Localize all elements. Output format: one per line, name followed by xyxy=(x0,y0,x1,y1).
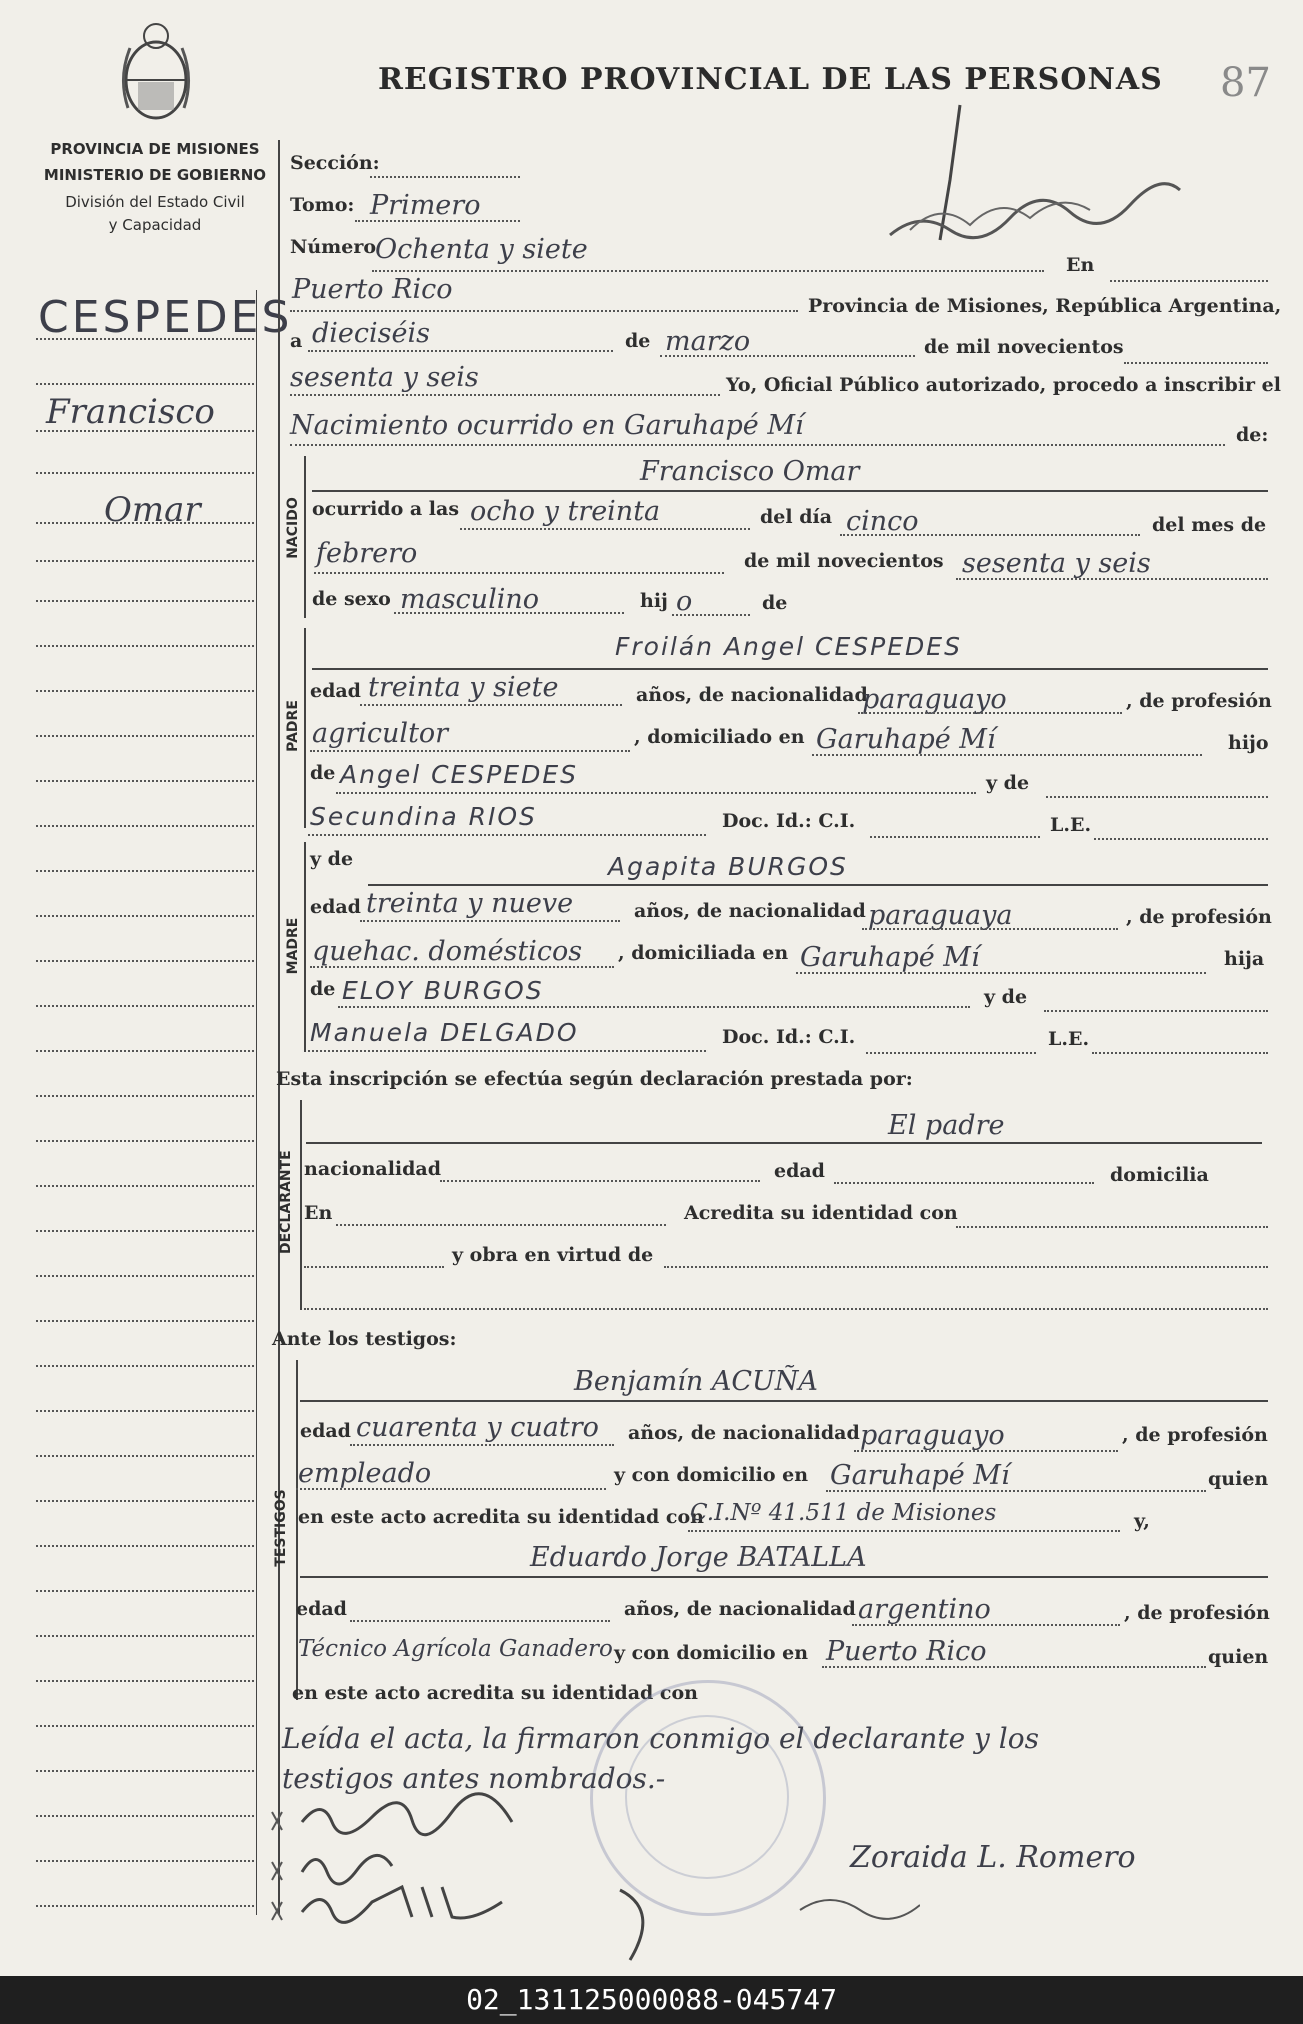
margin-surname: CESPEDES xyxy=(38,292,293,343)
section-padre: PADRE xyxy=(285,700,301,752)
value-tomo: Primero xyxy=(370,190,481,221)
value-declarante: El padre xyxy=(888,1110,1005,1141)
value-anio-nac: sesenta y seis xyxy=(962,548,1151,579)
label-tomo: Tomo: xyxy=(290,194,355,216)
value-t2-nombre: Eduardo Jorge BATALLA xyxy=(530,1542,867,1573)
value-padre-edad: treinta y siete xyxy=(368,672,559,703)
org-line-1: PROVINCIA DE MISIONES xyxy=(50,140,260,158)
value-t2-nac: argentino xyxy=(858,1594,991,1625)
label-en-dec: En xyxy=(304,1202,333,1224)
value-mes-nac: febrero xyxy=(316,538,418,569)
value-madre-nac: paraguaya xyxy=(868,900,1013,931)
label-nacionalidad-t2: años, de nacionalidad xyxy=(624,1598,856,1620)
value-cierre-2: testigos antes nombrados.- xyxy=(282,1762,666,1795)
label-mil-novecientos-2: de mil novecientos xyxy=(744,550,944,572)
label-inscripcion: Esta inscripción se efectúa según declaración prestada por: xyxy=(276,1068,913,1090)
label-doc-padre: Doc. Id.: C.I. xyxy=(722,810,856,832)
label-en-este-acto-t2: en este acto acredita su identidad con xyxy=(292,1682,698,1704)
value-padre-nombre: Froilán Angel CESPEDES xyxy=(615,632,962,661)
signature-top xyxy=(880,100,1190,250)
label-nacionalidad-t1: años, de nacionalidad xyxy=(628,1422,860,1444)
value-padre-padre: Angel CESPEDES xyxy=(340,760,578,789)
label-edad-t1: edad xyxy=(300,1420,351,1442)
label-de-2: de xyxy=(762,592,788,614)
value-cierre-1: Leída el acta, la firmaron conmigo el declarante y los xyxy=(282,1722,1039,1755)
label-mil-novecientos-1: de mil novecientos xyxy=(924,336,1124,358)
value-padre-prof: agricultor xyxy=(312,718,449,749)
label-acredita: Acredita su identidad con xyxy=(684,1202,958,1224)
value-t1-prof: empleado xyxy=(298,1458,432,1489)
section-madre: MADRE xyxy=(285,917,301,975)
value-t1-nac: paraguayo xyxy=(860,1420,1005,1451)
label-profesion-padre: , de profesión xyxy=(1126,690,1272,712)
label-del-dia: del día xyxy=(760,506,833,528)
label-edad-t2: edad xyxy=(296,1598,347,1620)
label-edad-madre: edad xyxy=(310,896,361,918)
label-en: En xyxy=(1066,254,1095,276)
value-sexo: masculino xyxy=(400,584,539,615)
section-testigos: TESTIGOS xyxy=(273,1489,289,1567)
label-quien-t2: quien xyxy=(1208,1646,1269,1668)
label-de-padre: de xyxy=(310,762,336,784)
label-en-este-acto-t1: en este acto acredita su identidad con xyxy=(298,1506,704,1528)
label-y-de-padre: y de xyxy=(986,772,1030,794)
value-t2-prof: Técnico Agrícola Ganadero xyxy=(298,1636,613,1662)
value-t2-dom: Puerto Rico xyxy=(826,1636,987,1667)
label-de-madre: de xyxy=(310,978,336,1000)
label-provincia: Provincia de Misiones, República Argentina, xyxy=(808,295,1282,317)
label-a: a xyxy=(290,330,303,352)
label-hija: hija xyxy=(1224,948,1265,970)
label-domiciliado: , domiciliado en xyxy=(634,726,805,748)
value-padre-nac: paraguayo xyxy=(862,684,1007,715)
label-de-1: de xyxy=(625,330,651,352)
value-madre-nombre: Agapita BURGOS xyxy=(608,852,848,881)
label-le-madre: L.E. xyxy=(1048,1028,1090,1050)
label-le-padre: L.E. xyxy=(1050,814,1092,836)
value-hij-suffix: o xyxy=(676,586,693,617)
value-dia: dieciséis xyxy=(312,318,430,349)
signatures-left xyxy=(262,1792,562,1932)
value-acto: Nacimiento ocurrido en Garuhapé Mí xyxy=(290,410,804,441)
label-obra: y obra en virtud de xyxy=(452,1244,654,1266)
margin-name-2: Omar xyxy=(104,490,201,530)
footer-id: 02_131125000088-045747 xyxy=(0,1976,1303,2024)
value-dia-nac: cinco xyxy=(846,506,919,537)
label-nacionalidad-dec: nacionalidad xyxy=(304,1158,442,1180)
value-madre-prof: quehac. domésticos xyxy=(312,936,583,967)
value-t1-edad: cuarenta y cuatro xyxy=(356,1412,599,1443)
value-madre-madre: Manuela DELGADO xyxy=(310,1018,579,1047)
label-edad-padre: edad xyxy=(310,680,361,702)
page-number: 87 xyxy=(1220,60,1271,106)
label-del-mes: del mes de xyxy=(1152,514,1267,536)
label-edad-dec: edad xyxy=(774,1160,825,1182)
value-madre-dom: Garuhapé Mí xyxy=(800,942,980,973)
label-yo-oficial: Yo, Oficial Público autorizado, procedo a inscribir el xyxy=(726,374,1281,396)
section-declarante: DECLARANTE xyxy=(278,1150,294,1254)
value-t1-dom: Garuhapé Mí xyxy=(830,1460,1010,1491)
label-con-dom-t2: y con domicilio en xyxy=(614,1642,809,1664)
value-mes: marzo xyxy=(665,326,751,357)
value-padre-dom: Garuhapé Mí xyxy=(816,724,996,755)
label-doc-madre: Doc. Id.: C.I. xyxy=(722,1026,856,1048)
value-nacido-nombre: Francisco Omar xyxy=(640,456,860,487)
label-domiciliada: , domiciliada en xyxy=(618,942,789,964)
signature-bottom xyxy=(600,1880,920,1970)
label-hij: hij xyxy=(640,590,668,612)
document-title: REGISTRO PROVINCIAL DE LAS PERSONAS xyxy=(378,62,1163,97)
label-y-comma: y, xyxy=(1134,1510,1150,1532)
label-nacionalidad-madre: años, de nacionalidad xyxy=(634,900,866,922)
value-madre-padre: ELOY BURGOS xyxy=(342,976,544,1005)
label-y-de-madre-2: y de xyxy=(984,986,1028,1008)
label-profesion-t2: , de profesión xyxy=(1124,1602,1270,1624)
label-seccion: Sección: xyxy=(290,152,380,174)
label-domicilia: domicilia xyxy=(1110,1164,1209,1186)
label-sexo: de sexo xyxy=(312,588,391,610)
value-padre-madre: Secundina RIOS xyxy=(310,802,537,831)
coat-of-arms-icon xyxy=(118,18,194,122)
value-t1-nombre: Benjamín ACUÑA xyxy=(574,1366,818,1397)
value-hora: ocho y treinta xyxy=(470,496,661,527)
label-ocurrido: ocurrido a las xyxy=(312,498,460,520)
value-numero: Ochenta y siete xyxy=(375,234,588,265)
label-con-dom-t1: y con domicilio en xyxy=(614,1464,809,1486)
value-t1-doc: C.I.Nº 41.511 de Misiones xyxy=(690,1500,997,1526)
label-ante-testigos: Ante los testigos: xyxy=(272,1328,457,1350)
section-nacido: NACIDO xyxy=(285,497,301,559)
org-line-4: y Capacidad xyxy=(108,216,202,234)
value-firma-oficial: Zoraida L. Romero xyxy=(850,1840,1136,1875)
label-quien-t1: quien xyxy=(1208,1468,1269,1490)
label-profesion-madre: , de profesión xyxy=(1126,906,1272,928)
value-madre-edad: treinta y nueve xyxy=(366,888,574,919)
label-hijo: hijo xyxy=(1228,732,1269,754)
label-nacionalidad-padre: años, de nacionalidad xyxy=(636,684,868,706)
value-lugar: Puerto Rico xyxy=(292,274,453,305)
org-line-2: MINISTERIO DE GOBIERNO xyxy=(43,166,267,184)
label-y-de-madre-1: y de xyxy=(310,848,354,870)
value-anio: sesenta y seis xyxy=(290,362,479,393)
org-line-3: División del Estado Civil xyxy=(65,193,245,211)
margin-name-1: Francisco xyxy=(46,392,215,432)
label-de-colon: de: xyxy=(1236,424,1269,446)
label-numero: Número xyxy=(290,236,377,258)
label-profesion-t1: , de profesión xyxy=(1122,1424,1268,1446)
